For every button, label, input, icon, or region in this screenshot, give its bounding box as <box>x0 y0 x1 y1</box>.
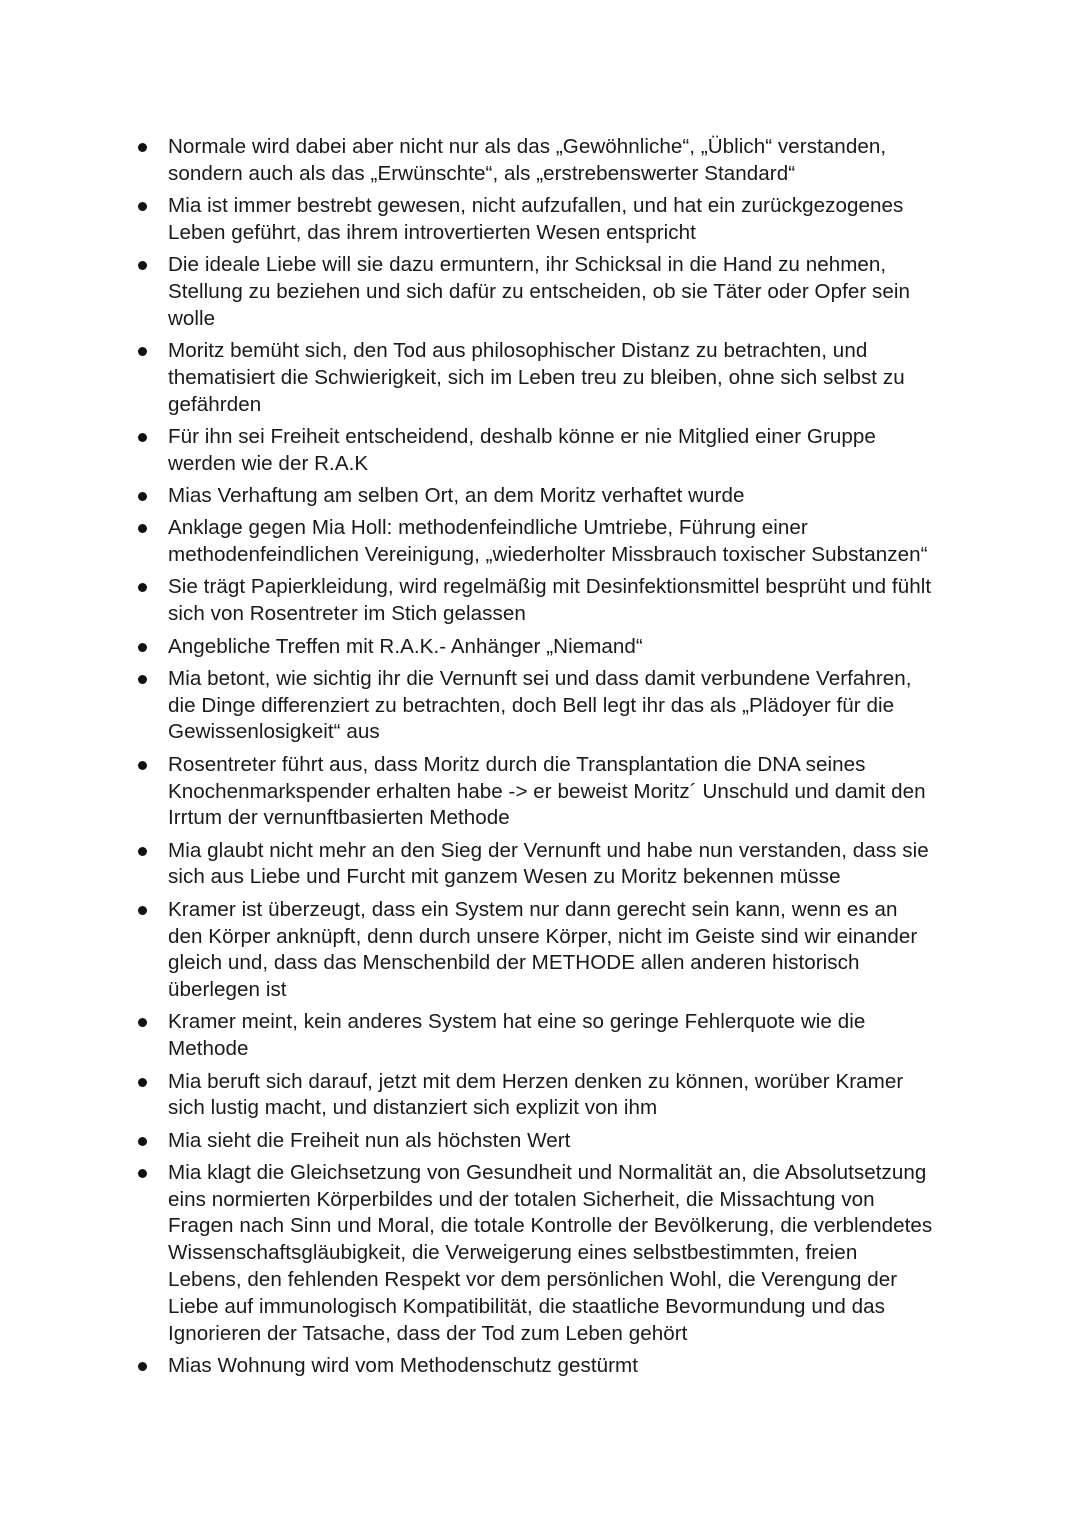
list-item-text: Normale wird dabei aber nicht nur als das „Gewöhnliche“, „Üblich“ verstanden, sondern auch als das „Erwünschte“, als „erstrebenswerter Standard“ <box>168 135 887 185</box>
bullet-icon <box>138 847 147 856</box>
bullet-icon <box>138 1018 147 1027</box>
bullet-list <box>0 134 1080 1385</box>
bullet-icon <box>138 1078 147 1087</box>
list-item-text: Mia beruft sich darauf, jetzt mit dem Herzen denken zu können, worüber Kramer sich lustig macht, und distanziert sich explizit von ihm <box>168 1069 904 1120</box>
bullet-icon <box>138 433 147 442</box>
list-item <box>0 752 1080 832</box>
bullet-icon <box>138 906 147 915</box>
list-item-text: Mias Verhaftung am selben Ort, an dem Moritz verhaftet wurde <box>168 484 745 508</box>
list-item-text: Die ideale Liebe will sie dazu ermuntern, ihr Schicksal in die Hand zu nehmen, Stellung zu beziehen und sich dafür zu entscheiden, ob sie Täter oder Opfer sein wolle <box>168 253 911 330</box>
list-item-text: Mias Wohnung wird vom Methodenschutz gestürmt <box>168 1353 639 1377</box>
list-item-text: Moritz bemüht sich, den Tod aus philosophischer Distanz zu betrachten, und thematisiert die Schwierigkeit, sich im Leben treu zu bleiben, ohne sich selbst zu gefährden <box>168 339 905 416</box>
bullet-icon <box>138 643 147 652</box>
list-item <box>0 1353 1080 1380</box>
list-item <box>0 897 1080 1004</box>
list-item-text: Mia klagt die Gleichsetzung von Gesundheit und Normalität an, die Absolutsetzung eins normierten Körperbildes und der totalen Sicherheit, die Missachtung von Fragen nach Sinn und Moral, die totale Kontrolle der Bevölkerung, die verblendetes Wissenschaftsgläubigkeit, die Verweigerung eines selbstbestimmten, freien Lebens, den fehlenden Respekt vor dem persönlichen Wohl, die Verengung der Liebe auf immunologisch Kompatibilität, die staatliche Bevormundung und das Ignorieren der Tatsache, dass der Tod zum Leben gehört <box>168 1160 933 1345</box>
bullet-icon <box>138 143 147 152</box>
list-item <box>0 338 1080 418</box>
bullet-icon <box>138 761 147 770</box>
bullet-icon <box>138 675 147 684</box>
bullet-icon <box>138 347 147 356</box>
list-item-text: Mia sieht die Freiheit nun als höchsten Wert <box>168 1128 571 1152</box>
list-item <box>0 515 1080 569</box>
bullet-icon <box>138 492 147 501</box>
list-item-text: Angebliche Treffen mit R.A.K.- Anhänger „Niemand“ <box>168 634 643 658</box>
list-item-text: Mia ist immer bestrebt gewesen, nicht aufzufallen, und hat ein zurückgezogenes Leben geführt, das ihrem introvertierten Wesen entspricht <box>168 194 904 244</box>
list-item-text: Mia betont, wie sichtig ihr die Vernunft sei und dass damit verbundene Verfahren, die Dinge differenziert zu betrachten, doch Bell legt ihr das als „Plädoyer für die Gewissenlosigkeit“ aus <box>168 666 912 744</box>
list-item <box>0 1128 1080 1155</box>
list-item <box>0 424 1080 478</box>
list-item-text: Sie trägt Papierkleidung, wird regelmäßig mit Desinfektionsmittel besprüht und fühlt sich von Rosentreter im Stich gelassen <box>168 575 932 626</box>
bullet-icon <box>138 1362 147 1371</box>
bullet-icon <box>138 1169 147 1178</box>
list-item-text: Rosentreter führt aus, dass Moritz durch die Transplantation die DNA seines Knochenmarkspender erhalten habe -> er beweist Moritz´ Unschuld und damit den Irrtum der vernunftbasierten Methode <box>168 752 926 830</box>
bullet-icon <box>138 1137 147 1146</box>
list-item <box>0 634 1080 661</box>
list-item <box>0 666 1080 746</box>
list-item <box>0 483 1080 510</box>
list-item <box>0 134 1080 188</box>
bullet-icon <box>138 202 147 211</box>
list-item <box>0 838 1080 892</box>
bullet-icon <box>138 261 147 270</box>
bullet-icon <box>138 583 147 592</box>
list-item-text: Anklage gegen Mia Holl: methodenfeindliche Umtriebe, Führung einer methodenfeindlichen Vereinigung, „wiederholter Missbrauch toxischer Substanzen“ <box>168 516 928 567</box>
list-item <box>0 193 1080 247</box>
list-item <box>0 1160 1080 1348</box>
list-item-text: Kramer meint, kein anderes System hat eine so geringe Fehlerquote wie die Methode <box>168 1010 866 1061</box>
list-item-text: Für ihn sei Freiheit entscheidend, deshalb könne er nie Mitglied einer Gruppe werden wie der R.A.K <box>168 424 876 475</box>
bullet-icon <box>138 524 147 533</box>
list-item <box>0 1069 1080 1123</box>
list-item <box>0 1009 1080 1063</box>
list-item-text: Mia glaubt nicht mehr an den Sieg der Vernunft und habe nun verstanden, dass sie sich aus Liebe und Furcht mit ganzem Wesen zu Moritz bekennen müsse <box>168 838 929 889</box>
list-item <box>0 574 1080 628</box>
list-item-text: Kramer ist überzeugt, dass ein System nur dann gerecht sein kann, wenn es an den Körper anknüpft, denn durch unsere Körper, nicht im Geiste sind wir einander gleich und, dass das Menschenbild der METHODE allen anderen historisch überlegen ist <box>168 897 918 1002</box>
list-item <box>0 252 1080 332</box>
